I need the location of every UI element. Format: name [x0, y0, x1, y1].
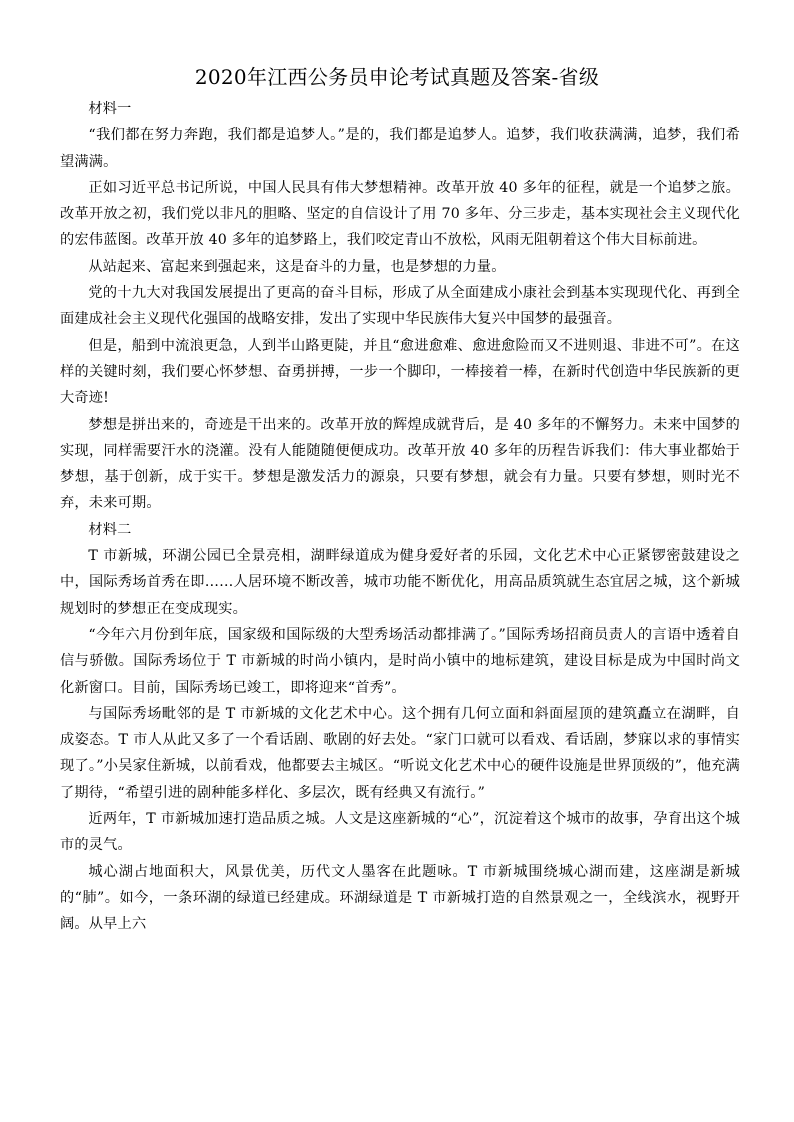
- section-heading-2: 材料二: [88, 521, 132, 538]
- paragraph: T 市新城，环湖公园已全景亮相，湖畔绿道成为健身爱好者的乐园，文化艺术中心正紧锣密鼓建设之中，国际秀场首秀在即……人居环境不断改善，城市功能不断优化，用高品质筑就生态宜居之城，这个新城规划时的梦想正在变成现实。: [60, 548, 740, 617]
- paragraph: 近两年，T 市新城加速打造品质之城。人文是这座新城的“心”，沉淀着这个城市的故事，孕育出这个城市的灵气。: [60, 811, 740, 854]
- paragraph: 梦想是拼出来的，奇迹是干出来的。改革开放的辉煌成就背后，是 40 多年的不懈努力。未来中国梦的实现，同样需要汗水的浇灌。没有人能随随便便成功。改革开放 40 多年的历程告诉我们：伟大事业都始于梦想，基于创新，成于实干。梦想是激发活力的源泉，只要有梦想，就会有力量。只要有梦想，则时光不弃，未来可期。: [60, 416, 740, 512]
- paragraph: 但是，船到中流浪更急，人到半山路更陡，并且“愈进愈难、愈进愈险而又不进则退、非进不可”。在这样的关键时刻，我们要心怀梦想、奋勇拼搏，一步一个脚印，一棒接着一棒，在新时代创造中华民族新的更大奇迹!: [60, 337, 740, 407]
- section-heading-1: 材料一: [88, 101, 132, 117]
- paragraph: “今年六月份到年底，国家级和国际级的大型秀场活动都排满了。”国际秀场招商员责人的言语中透着自信与骄傲。国际秀场位于 T 市新城的时尚小镇内，是时尚小镇中的地标建筑，建设目标是成为中国时尚文化新窗口。目前，国际秀场已竣工，即将迎来“首秀”。: [60, 626, 740, 696]
- page-title: 2020年江西公务员申论考试真题及答案-省级: [194, 65, 600, 89]
- paragraph: 城心湖占地面积大，风景优美，历代文人墨客在此题咏。T 市新城围绕城心湖而建，这座湖是新城的“肺”。如今，一条环湖的绿道已经建成。环湖绿道是 T 市新城打造的自然景观之一，全线滨水，视野开阔。从早上六: [60, 863, 740, 933]
- paragraph: “我们都在努力奔跑，我们都是追梦人。”是的，我们都是追梦人。追梦，我们收获满满，追梦，我们希望满满。: [60, 127, 740, 170]
- paragraph: 从站起来、富起来到强起来，这是奋斗的力量，也是梦想的力量。: [88, 258, 506, 275]
- paragraph: 正如习近平总书记所说，中国人民具有伟大梦想精神。改革开放 40 多年的征程，就是一个追梦之旅。改革开放之初，我们党以非凡的胆略、坚定的自信设计了用 70 多年、分三步走，基本实现社会主义现代化的宏伟蓝图。改革开放 40 多年的追梦路上，我们咬定青山不放松，风雨无阻朝着这个伟大目标前进。: [60, 179, 740, 249]
- document-body: [60, 96, 740, 938]
- paragraph: 与国际秀场毗邻的是 T 市新城的文化艺术中心。这个拥有几何立面和斜面屋顶的建筑矗立在湖畔，自成姿态。T 市人从此又多了一个看话剧、歌剧的好去处。“家门口就可以看戏、看话剧，梦寐以求的事情实现了。”小吴家住新城，以前看戏，他都要去主城区。“听说文化艺术中心的硬件设施是世界顶级的”，他充满了期待，“希望引进的剧种能多样化、多层次，既有经典又有流行。”: [60, 705, 740, 801]
- paragraph: 党的十九大对我国发展提出了更高的奋斗目标，形成了从全面建成小康社会到基本实现现代化、再到全面建成社会主义现代化强国的战略安排，发出了实现中华民族伟大复兴中国梦的最强音。: [60, 285, 740, 328]
